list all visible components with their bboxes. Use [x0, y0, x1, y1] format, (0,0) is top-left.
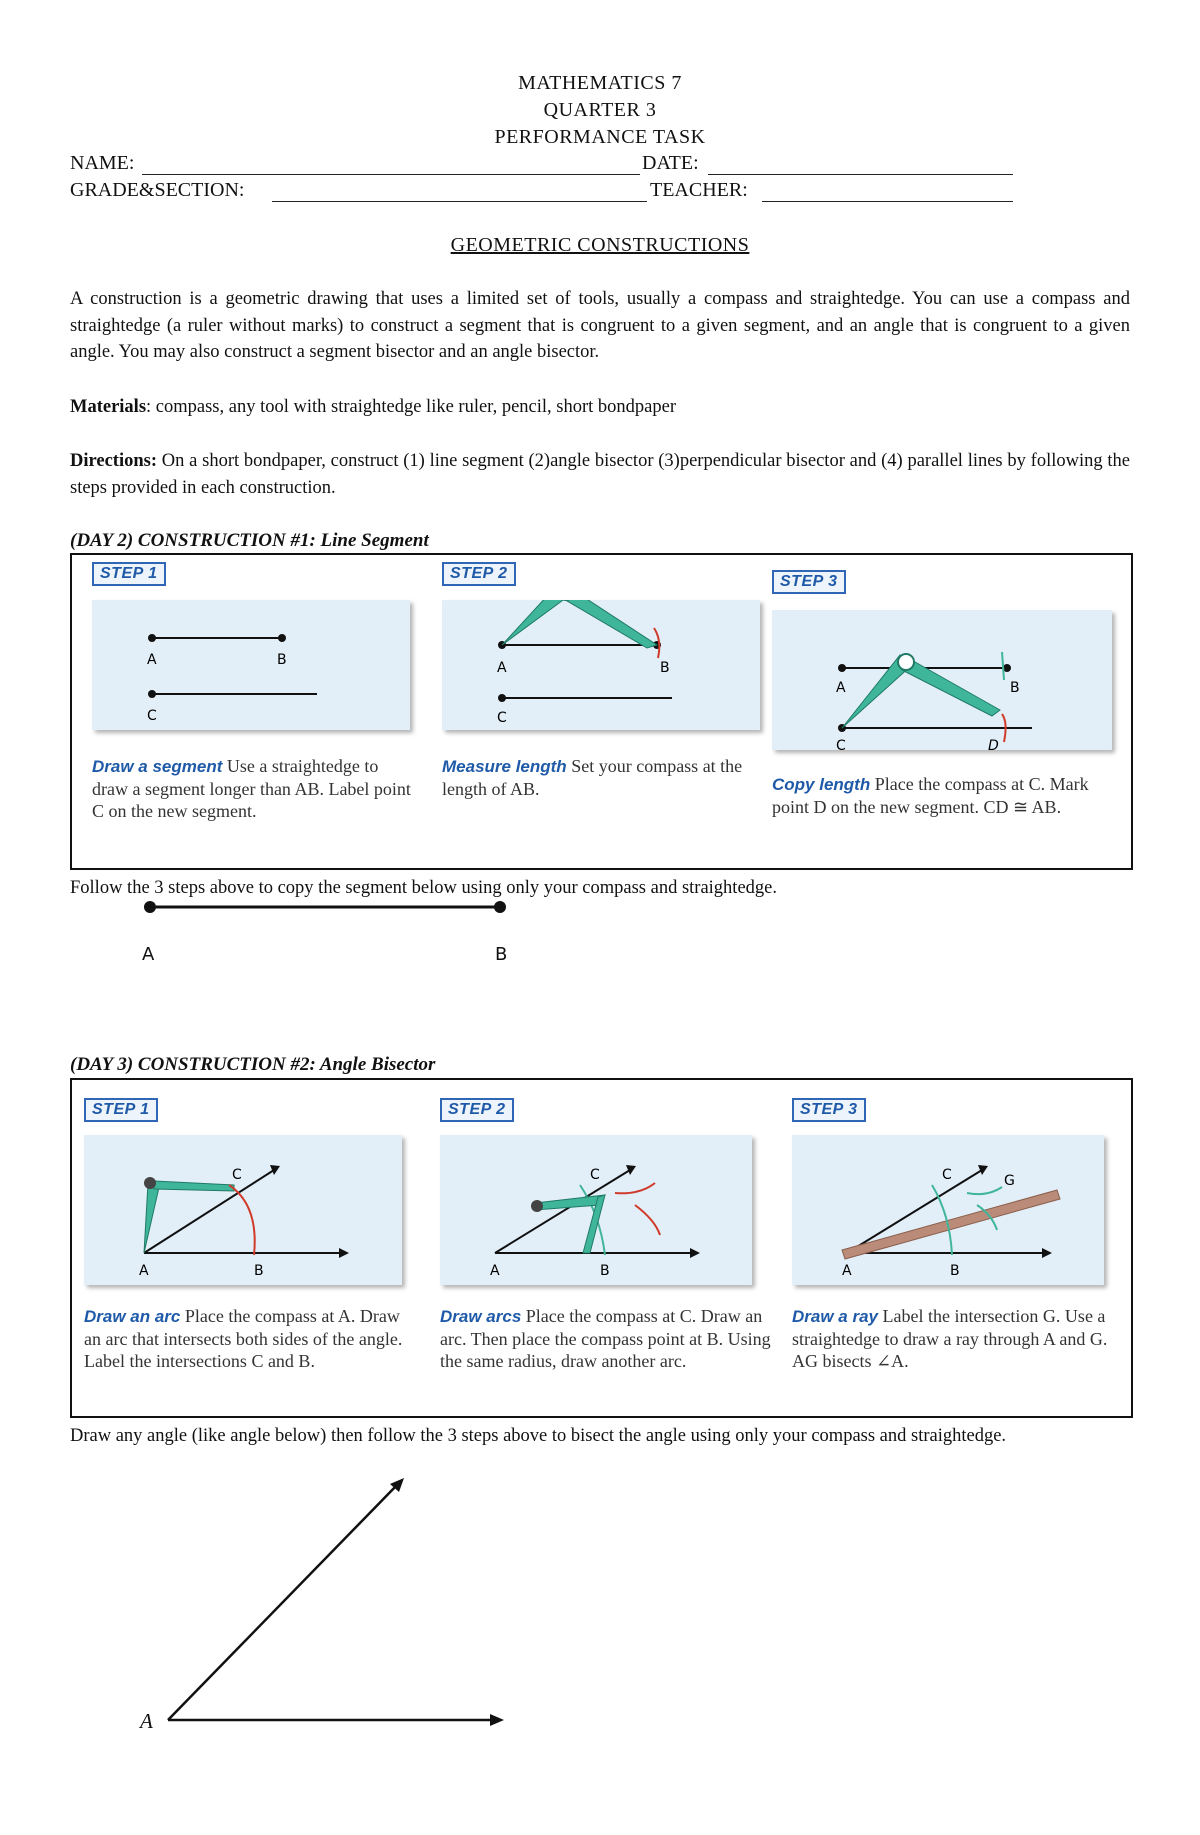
c2-step2-text: Place the compass at C. Draw an arc. Then place the compass point at B. Using the same radius, draw another arc. — [440, 1306, 771, 1371]
grade-section-label: GRADE&SECTION: — [70, 179, 245, 201]
c1s2-label-a: A — [497, 660, 507, 676]
c1s1-label-b: B — [277, 652, 287, 668]
c1s1-label-c: C — [147, 708, 157, 724]
c2-step1-keyword: Draw an arc — [84, 1307, 181, 1326]
c1-step2-diagram — [442, 600, 760, 730]
c2-step2-keyword: Draw arcs — [440, 1307, 522, 1326]
c2s3-label-c: C — [942, 1167, 952, 1183]
grade-section-field[interactable] — [272, 201, 647, 202]
c1-step1-text: Use a straightedge to draw a segment longer than AB. Label point C on the new segment. — [92, 756, 411, 821]
c2s2-label-b: B — [600, 1263, 610, 1279]
c1s2-label-c: C — [497, 710, 507, 726]
c1-step3-tag: STEP 3 — [772, 570, 846, 594]
c1s3-label-a: A — [836, 680, 846, 696]
c2s1-label-b: B — [254, 1263, 264, 1279]
c1-step2-tag: STEP 2 — [442, 562, 516, 586]
c1-step3-keyword: Copy length — [772, 775, 871, 794]
c2s2-label-c: C — [590, 1167, 600, 1183]
segment-label-b: B — [495, 944, 508, 965]
c2s2-label-a: A — [490, 1263, 500, 1279]
c1-step1-keyword: Draw a segment — [92, 757, 223, 776]
c1-step3-text: Place the compass at C. Mark point D on the new segment. CD ≅ AB. — [772, 774, 1089, 817]
quarter-heading: QUARTER 3 — [543, 99, 657, 121]
c1-step2-caption — [442, 755, 762, 800]
c2-step3-figure — [792, 1135, 1104, 1285]
c1-step2-text: Set your compass at the length of AB. — [442, 756, 743, 799]
segment-point-a — [144, 901, 156, 913]
construction-2-heading: (DAY 3) CONSTRUCTION #2: Angle Bisector — [70, 1054, 436, 1075]
segment-label-a: A — [142, 944, 155, 965]
c1s3-label-b: B — [1010, 680, 1020, 696]
date-field[interactable] — [708, 174, 1013, 175]
c2s1-label-c: C — [232, 1167, 242, 1183]
construction-2-frame — [70, 1078, 1133, 1418]
c1s3-label-d: D — [988, 738, 999, 750]
angle-ray-upper — [168, 1484, 398, 1720]
materials-label: Materials — [70, 397, 147, 417]
c1s2-label-b: B — [660, 660, 670, 676]
directions-label: Directions: — [70, 451, 157, 471]
angle-figure — [150, 1470, 520, 1740]
c2-step2-caption — [440, 1305, 780, 1372]
date-label: DATE: — [642, 152, 699, 174]
angle-vertex-label: A — [140, 1709, 153, 1733]
c1-step1-tag: STEP 1 — [92, 562, 166, 586]
subject-heading: MATHEMATICS 7 — [518, 72, 682, 94]
c1-step1-figure — [92, 600, 410, 730]
c2-step3-diagram — [792, 1135, 1104, 1285]
segment-ab — [130, 895, 520, 975]
construction-1-heading: (DAY 2) CONSTRUCTION #1: Line Segment — [70, 530, 429, 551]
teacher-field[interactable] — [762, 201, 1013, 202]
c2-step3-text: Label the intersection G. Use a straightedge to draw a ray through A and G. AG bisects ∠A. — [792, 1306, 1108, 1371]
c2-step1-text: Place the compass at A. Draw an arc that intersects both sides of the angle. Label the intersections C and B. — [84, 1306, 403, 1371]
c2s3-label-a: A — [842, 1263, 852, 1279]
c2-step1-diagram — [84, 1135, 402, 1285]
construction-1-instruction: Follow the 3 steps above to copy the segment below using only your compass and straightedge. — [70, 878, 777, 898]
c1-step1-caption — [92, 755, 417, 822]
c2-step3-caption — [792, 1305, 1132, 1372]
c1-step2-figure — [442, 600, 760, 730]
materials-line — [70, 394, 1130, 421]
c2-step1-figure — [84, 1135, 402, 1285]
c2-step1-caption — [84, 1305, 419, 1372]
c2-step2-figure — [440, 1135, 752, 1285]
c2s1-label-a: A — [139, 1263, 149, 1279]
intro-paragraph: A construction is a geometric drawing that uses a limited set of tools, usually a compass and straightedge. You can use a compass and straightedge (a ruler without marks) to construct a segment that is congruent to a given segment, and an angle that is congruent to a given angle. You may also construct a segment bisector and an angle bisector. — [70, 289, 1130, 362]
c1-step3-figure — [772, 610, 1112, 750]
name-field[interactable] — [142, 174, 640, 175]
c1-step3-caption — [772, 773, 1112, 818]
construction-2-instruction: Draw any angle (like angle below) then follow the 3 steps above to bisect the angle using only your compass and straightedge. — [70, 1426, 1007, 1446]
c2s3-label-b: B — [950, 1263, 960, 1279]
name-label: NAME: — [70, 152, 135, 174]
c1s1-label-a: A — [147, 652, 157, 668]
materials-text: : compass, any tool with straightedge like ruler, pencil, short bondpaper — [146, 397, 677, 417]
c2-step3-keyword: Draw a ray — [792, 1307, 878, 1326]
segment-point-b — [494, 901, 506, 913]
c2s3-label-g: G — [1004, 1173, 1015, 1189]
c2-step3-tag: STEP 3 — [792, 1098, 866, 1122]
c1-step2-keyword: Measure length — [442, 757, 567, 776]
directions-text: On a short bondpaper, construct (1) line segment (2)angle bisector (3)perpendicular bisector and (4) parallel lines by following the steps provided in each construction. — [70, 451, 1130, 498]
page-title: GEOMETRIC CONSTRUCTIONS — [450, 234, 750, 256]
c2-step2-tag: STEP 2 — [440, 1098, 514, 1122]
c1-step1-diagram — [92, 600, 410, 730]
task-heading: PERFORMANCE TASK — [494, 126, 706, 148]
c1-step3-diagram — [772, 610, 1112, 750]
construction-1-frame — [70, 553, 1133, 870]
c2-step1-tag: STEP 1 — [84, 1098, 158, 1122]
directions-paragraph — [70, 448, 1130, 501]
teacher-label: TEACHER: — [650, 179, 748, 201]
c2-step2-diagram — [440, 1135, 752, 1285]
c1s3-label-c: C — [836, 738, 846, 750]
